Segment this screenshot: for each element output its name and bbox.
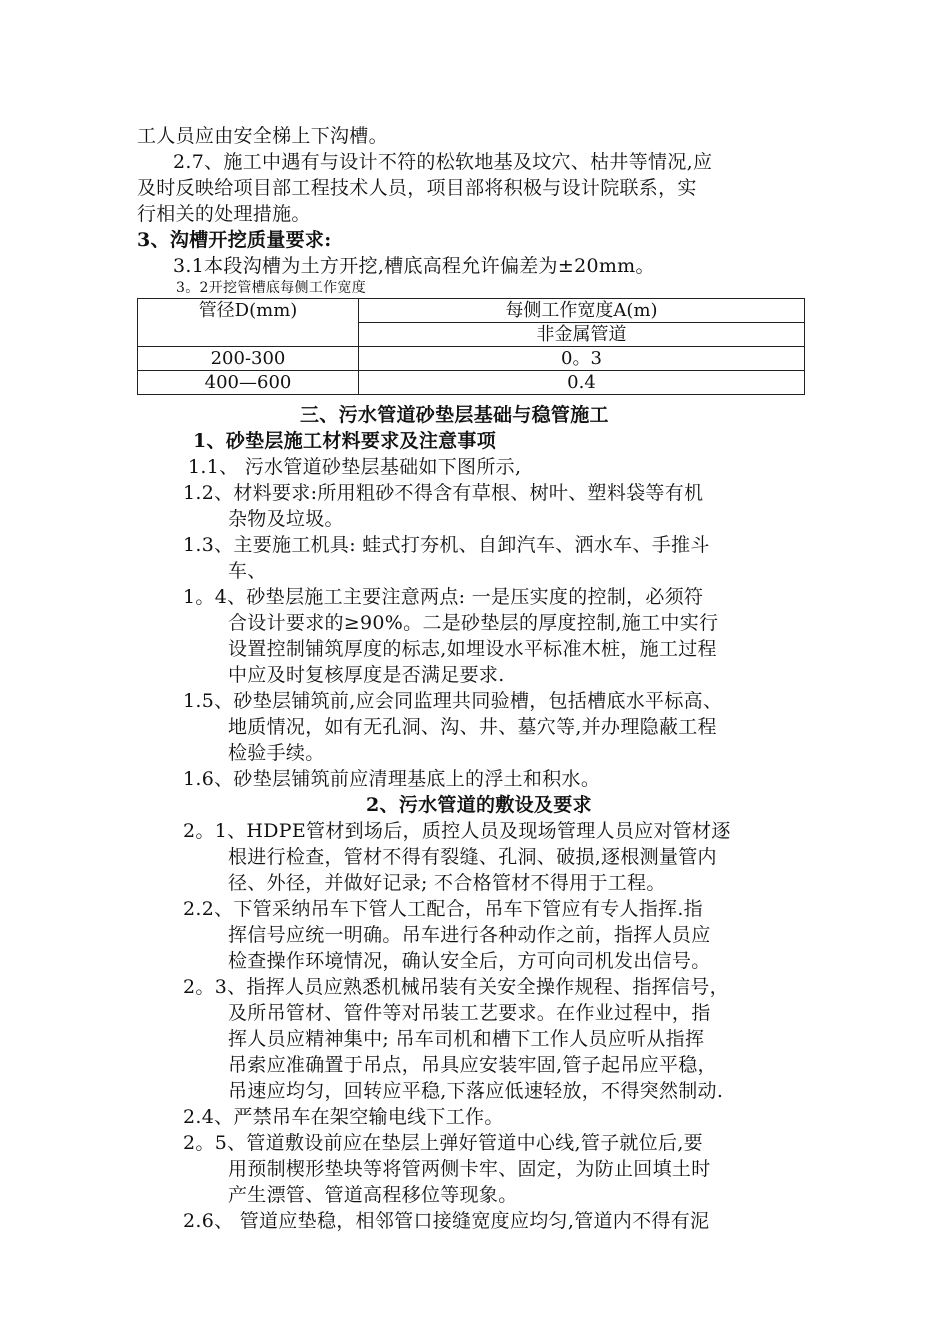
text-line: 中应及时复核厚度是否满足要求. bbox=[228, 664, 505, 686]
text-line: 及时反映给项目部工程技术人员，项目部将积极与设计院联系，实 bbox=[137, 177, 697, 199]
text-line: 1。4、砂垫层施工主要注意两点: 一是压实度的控制，必须符 bbox=[183, 586, 704, 608]
work-width-table bbox=[137, 298, 805, 395]
table-row bbox=[138, 371, 805, 395]
text-line: 设置控制铺筑厚度的标志,如埋设水平标准木桩，施工过程 bbox=[228, 638, 717, 660]
header-diameter: 管径D(mm) bbox=[138, 299, 359, 347]
text-line: 1.3、主要施工机具: 蛙式打夯机、自卸汽车、洒水车、手推斗 bbox=[183, 534, 710, 556]
text-line: 根进行检查，管材不得有裂缝、孔洞、破损,逐根测量管内 bbox=[228, 846, 717, 868]
text-line: 1.2、材料要求:所用粗砂不得含有草根、树叶、塑料袋等有机 bbox=[183, 482, 704, 504]
table-caption: 3。2开挖管槽底每侧工作宽度 bbox=[176, 280, 367, 296]
cell-diameter: 200-300 bbox=[138, 347, 359, 371]
text-line: 2。1、HDPE管材到场后，质控人员及现场管理人员应对管材逐 bbox=[183, 820, 731, 842]
text-line: 及所吊管材、管件等对吊装工艺要求。在作业过程中，指 bbox=[228, 1002, 711, 1024]
text-line: 杂物及垃圾。 bbox=[228, 508, 344, 530]
subheader-nonmetal: 非金属管道 bbox=[359, 323, 805, 347]
text-line: 2.2、下管采纳吊车下管人工配合，吊车下管应有专人指挥.指 bbox=[183, 898, 703, 920]
text-line: 3.1本段沟槽为土方开挖,槽底高程允许偏差为±20mm。 bbox=[173, 255, 655, 277]
text-line: 吊速应均匀，回转应平稳,下落应低速轻放，不得突然制动. bbox=[228, 1080, 724, 1102]
text-line: 行相关的处理措施。 bbox=[137, 203, 311, 225]
cell-width: 0.4 bbox=[359, 371, 805, 395]
text-line: 工人员应由安全梯上下沟槽。 bbox=[137, 125, 388, 147]
text-line: 2。3、指挥人员应熟悉机械吊装有关安全操作规程、指挥信号， bbox=[183, 976, 729, 998]
text-line: 2。5、管道敷设前应在垫层上弹好管道中心线,管子就位后,要 bbox=[183, 1132, 703, 1154]
table-row bbox=[138, 299, 805, 323]
cell-width: 0。3 bbox=[359, 347, 805, 371]
text-line: 2.6、 管道应垫稳，相邻管口接缝宽度应均匀,管道内不得有泥 bbox=[183, 1210, 710, 1232]
text-line: 径、外径，并做好记录; 不合格管材不得用于工程。 bbox=[228, 872, 666, 894]
subsection-title: 1、砂垫层施工材料要求及注意事项 bbox=[193, 430, 497, 452]
text-line: 1.1、 污水管道砂垫层基础如下图所示, bbox=[188, 456, 522, 478]
text-line: 1.5、砂垫层铺筑前,应会同监理共同验槽，包括槽底水平标高、 bbox=[183, 690, 723, 712]
section-heading: 3、沟槽开挖质量要求: bbox=[137, 229, 332, 251]
subsection-title: 2、污水管道的敷设及要求 bbox=[366, 794, 592, 816]
text-line: 2.7、施工中遇有与设计不符的松软地基及坟穴、枯井等情况,应 bbox=[173, 151, 713, 173]
text-line: 合设计要求的≥90%。二是砂垫层的厚度控制,施工中实行 bbox=[228, 612, 719, 634]
text-line: 吊索应准确置于吊点，吊具应安装牢固,管子起吊应平稳， bbox=[228, 1054, 717, 1076]
header-width: 每侧工作宽度A(m) bbox=[359, 299, 805, 323]
text-line: 挥人员应精神集中; 吊车司机和槽下工作人员应听从指挥 bbox=[228, 1028, 705, 1050]
text-line: 1.6、砂垫层铺筑前应清理基底上的浮土和积水。 bbox=[183, 768, 601, 790]
table-row bbox=[138, 347, 805, 371]
text-line: 挥信号应统一明确。吊车进行各种动作之前，指挥人员应 bbox=[228, 924, 711, 946]
text-line: 车、 bbox=[228, 560, 267, 582]
text-line: 用预制楔形垫块等将管两侧卡牢、固定，为防止回填土时 bbox=[228, 1158, 711, 1180]
text-line: 2.4、严禁吊车在架空输电线下工作。 bbox=[183, 1106, 504, 1128]
text-line: 检验手续。 bbox=[228, 742, 325, 764]
text-line: 地质情况，如有无孔洞、沟、井、墓穴等,并办理隐蔽工程 bbox=[228, 716, 717, 738]
text-line: 检查操作环境情况，确认安全后，方可向司机发出信号。 bbox=[228, 950, 711, 972]
cell-diameter: 400—600 bbox=[138, 371, 359, 395]
text-line: 产生漂管、管道高程移位等现象。 bbox=[228, 1184, 518, 1206]
chapter-title: 三、污水管道砂垫层基础与稳管施工 bbox=[300, 404, 609, 426]
